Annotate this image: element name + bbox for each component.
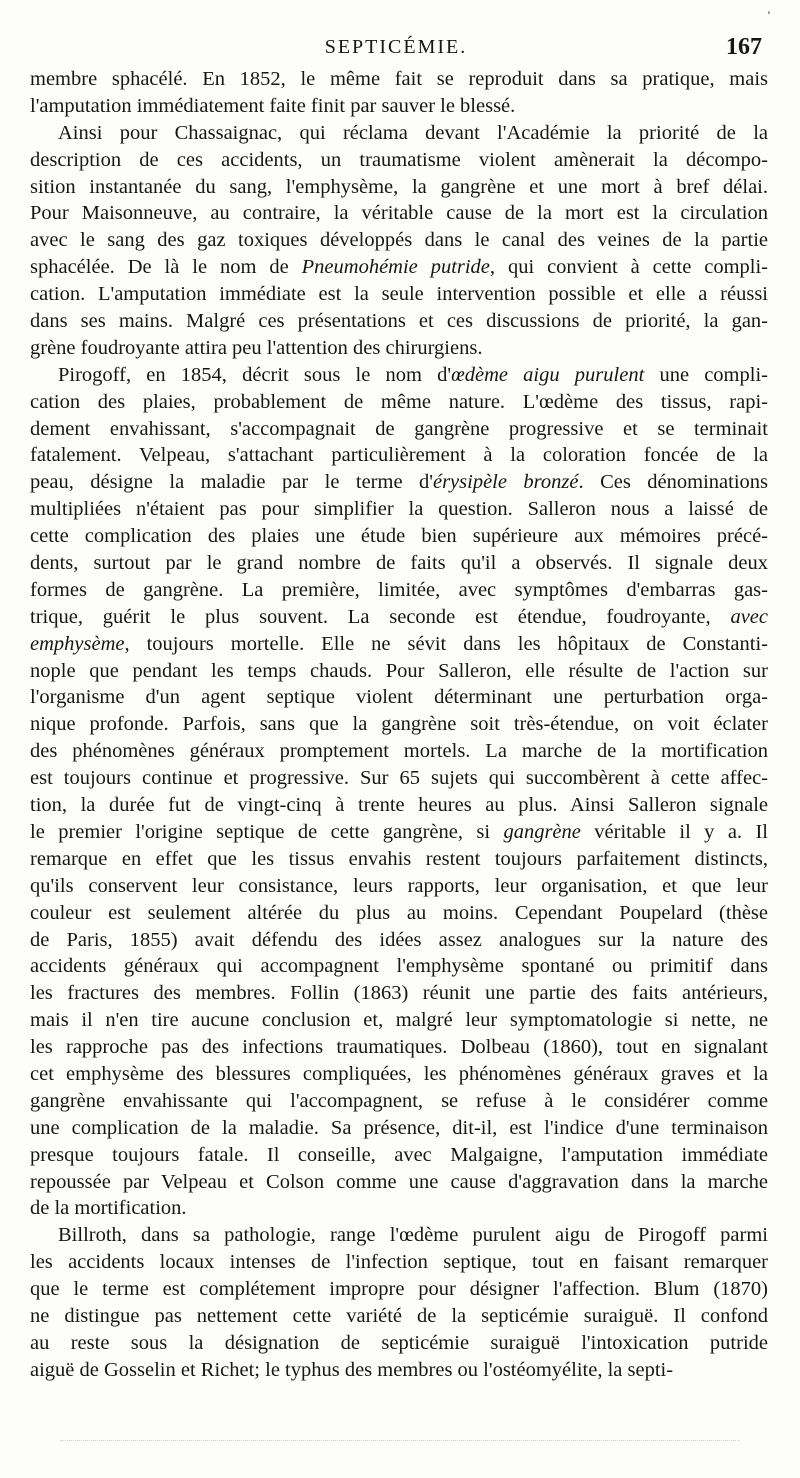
paragraph	[30, 66, 768, 120]
text-line: couleur est seulement altérée du plus au moins. Cependant Poupelard (thèse	[30, 901, 768, 924]
text-line: les fractures des membres. Follin (1863) réunit une partie des faits antérieurs,	[30, 982, 768, 1005]
text-line: de la mortification.	[30, 1197, 187, 1220]
text-line: Pirogoff, en 1854, décrit sous le nom d'œdème aigu purulent une compli-	[58, 363, 768, 386]
text-line: dement envahissant, s'accompagnait de gangrène progressive et se terminait	[30, 417, 768, 440]
text-line: mais il n'en tire aucune conclusion et, malgré leur symptomatologie si nette, ne	[30, 1009, 768, 1032]
running-title: SEPTICÉMIE.	[324, 36, 468, 58]
text-line: accidents généraux qui accompagnent l'emphysème spontané ou primitif dans	[30, 955, 768, 978]
running-header	[30, 30, 762, 64]
text-line: remarque en effet que les tissus envahis restent toujours parfaitement distincts,	[30, 847, 768, 870]
text-line: aiguë de Gosselin et Richet; le typhus des membres ou l'ostéomyélite, la septi-	[30, 1358, 674, 1381]
text-line: ne distingue pas nettement cette variété de la septicémie suraiguë. Il confond	[30, 1304, 768, 1327]
text-line: Ainsi pour Chassaignac, qui réclama devant l'Académie la priorité de la	[58, 121, 768, 144]
text-line: peau, désigne la maladie par le terme d'érysipèle bronzé. Ces dénominations	[30, 471, 768, 494]
text-line: l'amputation immédiatement faite finit par sauver le blessé.	[30, 94, 516, 117]
text-line: fatalement. Velpeau, s'attachant particulièrement à la coloration foncée de la	[30, 444, 768, 467]
text-line: les accidents locaux intenses de l'infection septique, tout en faisant remarquer	[30, 1251, 768, 1274]
text-line: le premier l'origine septique de cette gangrène, si gangrène véritable il y a. Il	[30, 820, 768, 843]
bottom-scan-artifact	[60, 1440, 740, 1447]
text-line: sphacélée. De là le nom de Pneumohémie putride, qui convient à cette compli-	[30, 256, 768, 279]
text-line: une complication de la maladie. Sa présence, dit-il, est l'indice d'une terminaison	[30, 1116, 768, 1139]
text-line: qu'ils conservent leur consistance, leurs rapports, leur organisation, et que leur	[30, 874, 768, 897]
text-line: multipliées n'étaient pas pour simplifier la question. Salleron nous a laissé de	[30, 498, 768, 521]
text-line: description de ces accidents, un traumatisme violent amènerait la décompo-	[30, 148, 768, 171]
text-line: au reste sous la désignation de septicémie suraiguë l'intoxication putride	[30, 1331, 768, 1354]
text-line: emphysème, toujours mortelle. Elle ne sévit dans les hôpitaux de Constanti-	[30, 632, 768, 655]
text-line: formes de gangrène. La première, limitée, avec symptômes d'embarras gas-	[30, 578, 768, 601]
text-line: des phénomènes généraux promptement mortels. La marche de la mortification	[30, 740, 768, 763]
text-line: nople que pendant les temps chauds. Pour Salleron, elle résulte de l'action sur	[30, 659, 768, 682]
text-line: Billroth, dans sa pathologie, range l'œdème purulent aigu de Pirogoff parmi	[58, 1224, 768, 1247]
text-line: les rapproche pas des infections traumatiques. Dolbeau (1860), tout en signalant	[30, 1036, 768, 1059]
text-line: repoussée par Velpeau et Colson comme une cause d'aggravation dans la marche	[30, 1170, 768, 1193]
text-line: cet emphysème des blessures compliquées, les phénomènes généraux graves et la	[30, 1062, 768, 1085]
text-line: que le terme est complétement impropre pour désigner l'affection. Blum (1870)	[30, 1278, 768, 1301]
text-line: gangrène envahissante qui l'accompagnent, se refuse à le considérer comme	[30, 1089, 768, 1112]
text-line: membre sphacélé. En 1852, le même fait se reproduit dans sa pratique, mais	[30, 68, 768, 90]
text-line: avec le sang des gaz toxiques développés dans le canal des veines de la partie	[30, 229, 768, 252]
text-line: cette complication des plaies une étude bien supérieure aux mémoires précé-	[30, 525, 768, 548]
text-line: de Paris, 1855) avait défendu des idées assez analogues sur la nature des	[30, 928, 768, 951]
text-line: cation. L'amputation immédiate est la seule intervention possible et elle a réussi	[30, 283, 768, 306]
margin-tick-mark: '	[767, 8, 770, 22]
text-line: Pour Maisonneuve, au contraire, la véritable cause de la mort est la circulation	[30, 202, 768, 225]
page-number: 167	[726, 34, 762, 60]
text-line: l'organisme d'un agent septique violent déterminant une perturbation orga-	[30, 686, 768, 709]
text-line: dans ses mains. Malgré ces présentations et ces discussions de priorité, la gan-	[30, 310, 768, 333]
text-line: presque toujours fatale. Il conseille, avec Malgaigne, l'amputation immédiate	[30, 1143, 768, 1166]
text-line: nique profonde. Parfois, sans que la gangrène soit très-étendue, on voit éclater	[30, 713, 768, 736]
paragraph	[30, 1222, 768, 1383]
text-line: sition instantanée du sang, l'emphysème, la gangrène et une mort à bref délai.	[30, 175, 768, 198]
paragraph	[30, 362, 768, 1223]
text-line: grène foudroyante attira peu l'attention des chirurgiens.	[30, 336, 483, 359]
text-line: trique, guérit le plus souvent. La seconde est étendue, foudroyante, avec	[30, 605, 768, 628]
text-line: est toujours continue et progressive. Sur 65 sujets qui succombèrent à cette affec-	[30, 767, 768, 790]
text-line: dents, surtout par le grand nombre de faits qu'il a observés. Il signale deux	[30, 552, 768, 575]
text-line: tion, la durée fut de vingt-cinq à trente heures au plus. Ainsi Salleron signale	[30, 794, 768, 817]
paragraph	[30, 120, 768, 362]
text-line: cation des plaies, probablement de même nature. L'œdème des tissus, rapi-	[30, 390, 768, 413]
body-text	[30, 66, 768, 1384]
